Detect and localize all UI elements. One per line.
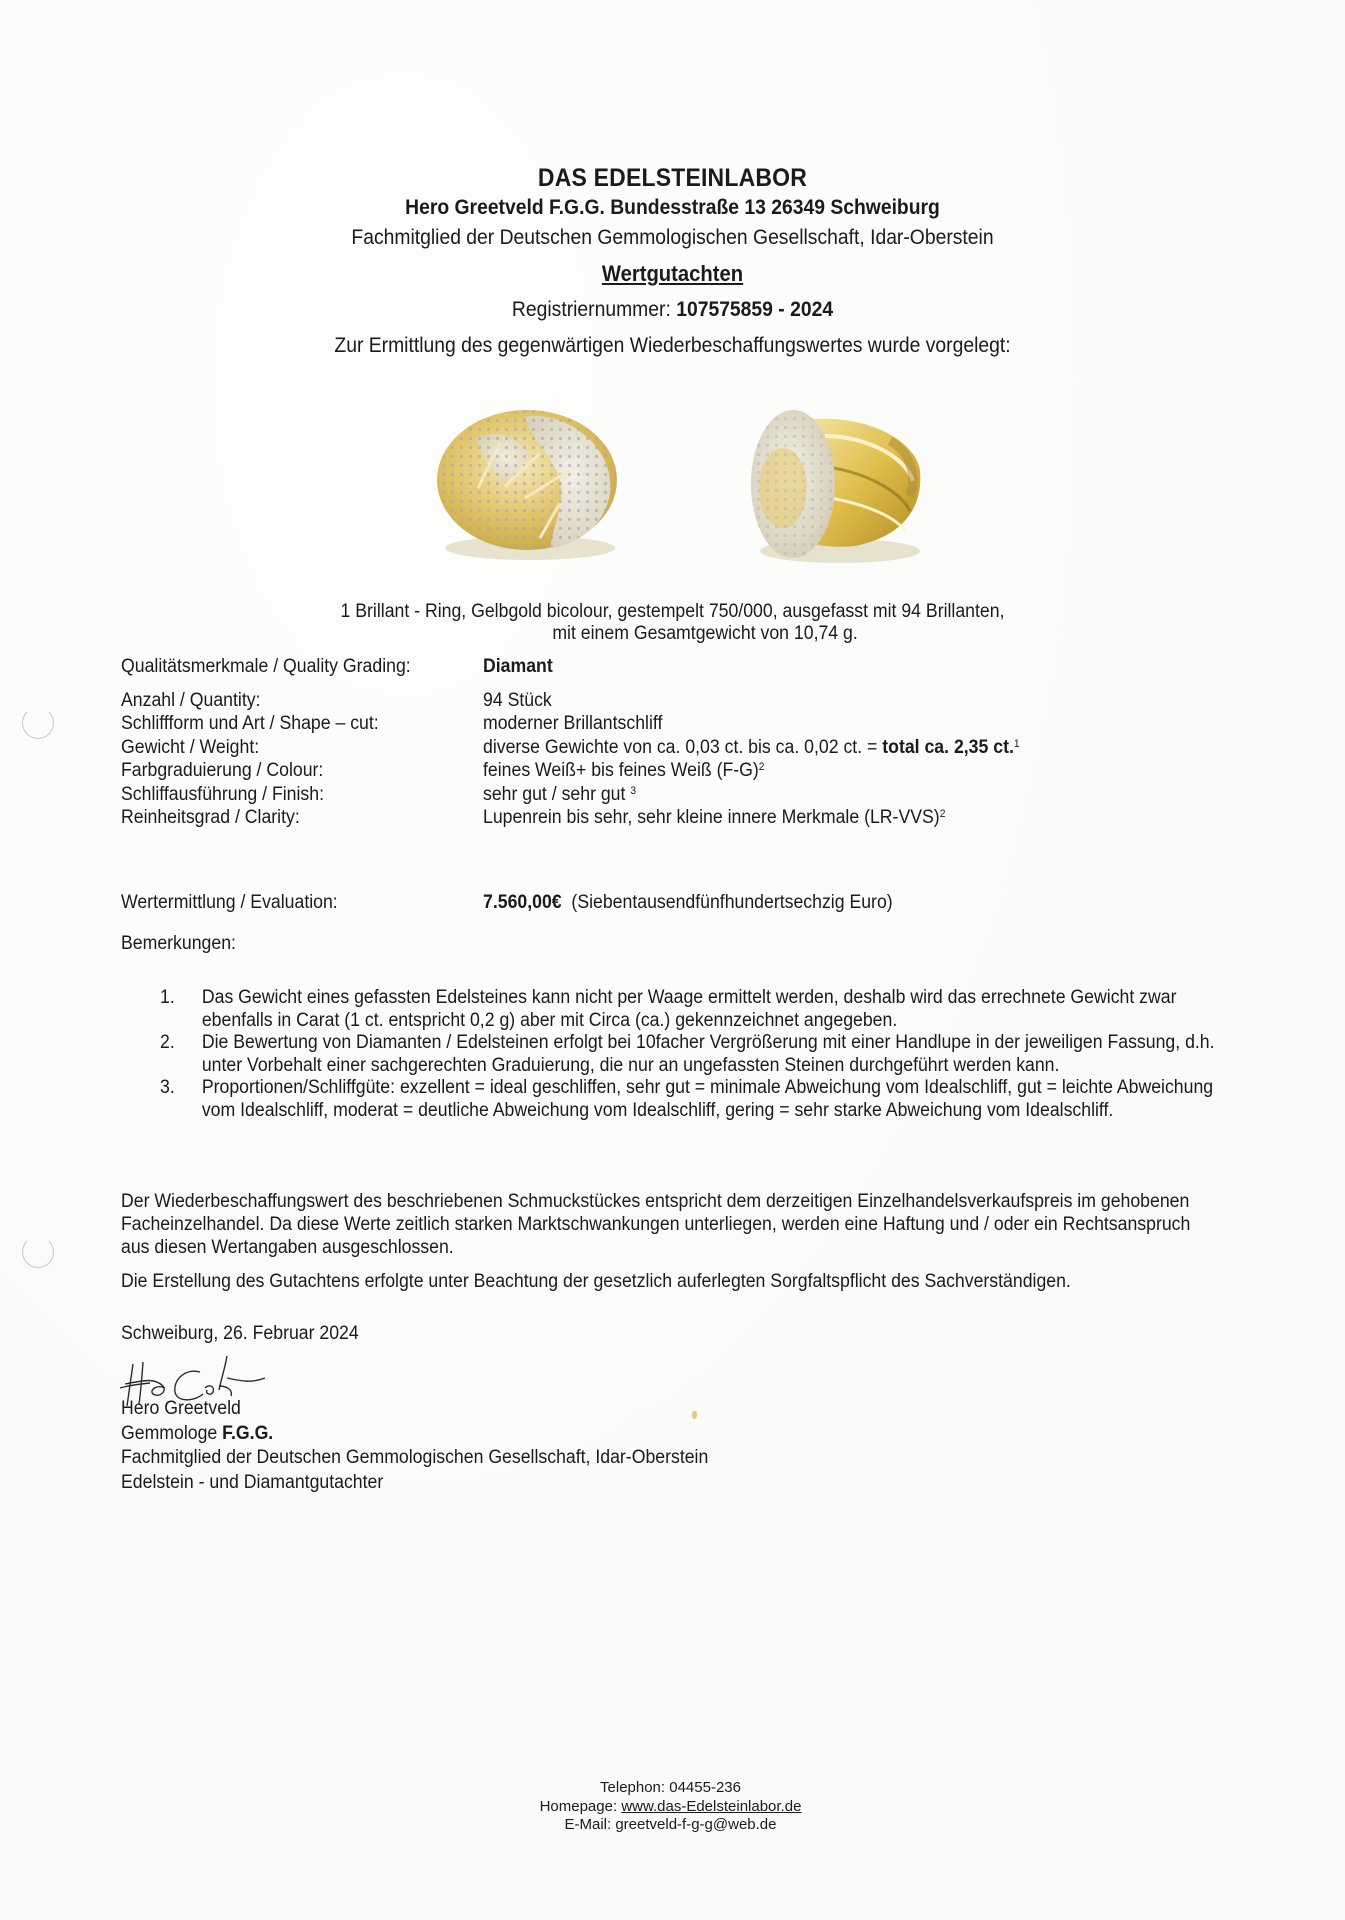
evaluation-value xyxy=(483,891,893,914)
evaluation-amount-words: (Siebentausendfünfhundertsechzig Euro) xyxy=(571,892,893,913)
ring-front-photo xyxy=(430,398,625,563)
contact-footer xyxy=(0,1779,1343,1835)
remark-number: 2. xyxy=(160,1032,175,1053)
grading-value-wrap xyxy=(483,736,1020,760)
grading-value-wrap xyxy=(483,783,636,807)
signer-title-prefix: Gemmologe xyxy=(121,1422,223,1444)
footer-phone xyxy=(0,1779,1343,1798)
lab-name: DAS EDELSTEINLABOR xyxy=(537,164,808,192)
grading-value: Lupenrein bis sehr, sehr kleine innere Merkmale (LR-VVS) xyxy=(483,807,940,828)
email-label: E-Mail: xyxy=(564,1816,612,1833)
grading-row-weight xyxy=(121,736,1060,760)
remark-item xyxy=(160,987,1239,1032)
grading-header-row xyxy=(121,655,1060,679)
remark-item xyxy=(160,1077,1239,1122)
grading-value-wrap xyxy=(483,806,945,830)
footnote-ref: 1 xyxy=(1013,737,1020,750)
grading-value: 94 Stück xyxy=(483,689,552,711)
ring-photos xyxy=(420,388,940,578)
remarks-list xyxy=(160,987,1250,1122)
remark-number: 3. xyxy=(160,1077,175,1098)
lab-address: Hero Greetveld F.G.G. Bundesstraße 13 26349 Schweiburg xyxy=(405,196,940,219)
grading-value: diverse Gewichte von ca. 0,03 ct. bis ca. 0,02 ct. = xyxy=(483,736,883,758)
registration-line xyxy=(54,295,1291,325)
footer-homepage xyxy=(0,1798,1343,1817)
signer-role: Edelstein - und Diamantgutachter xyxy=(121,1471,384,1493)
homepage-label: Homepage: xyxy=(539,1797,618,1815)
registration-label: Registriernummer: xyxy=(511,298,671,321)
grading-label: Schliffausführung / Finish: xyxy=(121,783,325,805)
punch-hole xyxy=(22,1236,54,1268)
signatory-block xyxy=(121,1397,708,1495)
signer-title-bold: F.G.G. xyxy=(222,1422,274,1444)
signer-name: Hero Greetveld xyxy=(121,1398,241,1419)
grading-row-shape xyxy=(121,712,1060,736)
lab-membership: Fachmitglied der Deutschen Gemmologischen Gesellschaft, Idar-Oberstein xyxy=(351,226,994,249)
evaluation-amount: 7.560,00€ xyxy=(483,892,562,913)
remark-number: 1. xyxy=(160,987,175,1008)
signer-title xyxy=(121,1422,708,1447)
grading-value: sehr gut / sehr gut xyxy=(483,783,631,805)
description-line-2: mit einem Gesamtgewicht von 10,74 g. xyxy=(552,623,858,644)
footnote-ref: 2 xyxy=(758,761,765,773)
grading-value-wrap xyxy=(483,759,764,783)
grading-label: Farbgraduierung / Colour: xyxy=(121,760,324,781)
place-date: Schweiburg, 26. Februar 2024 xyxy=(121,1323,359,1344)
evaluation-label: Wertermittlung / Evaluation: xyxy=(121,892,338,913)
grading-label: Gewicht / Weight: xyxy=(121,736,260,758)
remark-text: Proportionen/Schliffgüte: exzellent = ideal geschliffen, sehr gut = minimale Abweichung vom Idealschliff, gut = leichte Abweichung vom Idealschliff, moderat = deutliche Abweichung vom Idealschliff, gering = sehr starke Abweichung vom Idealschliff. xyxy=(201,1077,1214,1121)
remarks-title: Bemerkungen: xyxy=(121,933,236,954)
homepage-link[interactable]: www.das-Edelsteinlabor.de xyxy=(621,1797,802,1815)
total-weight: total ca. 2,35 ct. xyxy=(882,736,1014,758)
letterhead xyxy=(0,163,1345,361)
document-title: Wertgutachten xyxy=(601,261,744,286)
phone-number: 04455-236 xyxy=(669,1779,741,1796)
ring-side-photo xyxy=(745,396,925,568)
grading-value: moderner Brillantschliff xyxy=(483,713,663,734)
grading-header-label: Qualitätsmerkmale / Quality Grading: xyxy=(121,656,411,677)
email-address: greetveld-f-g-g@web.de xyxy=(615,1816,777,1833)
grading-header-value: Diamant xyxy=(483,656,553,677)
item-description xyxy=(47,601,1298,645)
intro-text: Zur Ermittlung des gegenwärtigen Wiederbeschaffungswertes wurde vorgelegt: xyxy=(334,334,1011,357)
grading-row-quantity xyxy=(121,689,1060,713)
grading-value: feines Weiß+ bis feines Weiß (F-G) xyxy=(483,760,759,781)
grading-label: Schliffform und Art / Shape – cut: xyxy=(121,713,379,734)
grading-row-finish xyxy=(121,783,1060,807)
punch-hole xyxy=(22,707,54,739)
quality-grading-table xyxy=(121,655,1060,830)
footnote-ref: 2 xyxy=(939,808,946,820)
description-line-1: 1 Brillant - Ring, Gelbgold bicolour, gestempelt 750/000, ausgefasst mit 94 Brillanten, xyxy=(340,601,1005,622)
registration-number: 107575859 - 2024 xyxy=(676,298,834,321)
footer-email xyxy=(0,1816,1343,1835)
footnote-ref: 3 xyxy=(630,784,637,797)
remark-item xyxy=(160,1032,1239,1077)
remark-text: Die Bewertung von Diamanten / Edelsteinen erfolgt bei 10facher Vergrößerung mit einer Handlupe in der jeweiligen Fassung, d.h. unter Vorbehalt einer sachgerechten Graduierung, die nur an ungefassten Steinen durchgeführt werden kann. xyxy=(201,1032,1215,1076)
paper-stain xyxy=(692,1411,697,1419)
grading-row-clarity xyxy=(121,806,1060,830)
phone-label: Telephon: xyxy=(600,1779,666,1796)
remark-text: Das Gewicht eines gefassten Edelsteines kann nicht per Waage ermittelt werden, deshalb wird das errechnete Gewicht zwar ebenfalls in Carat (1 ct. entspricht 0,2 g) aber mit Circa (ca.) gekennzeichnet angegeben. xyxy=(201,987,1177,1031)
disclaimer-paragraph: Der Wiederbeschaffungswert des beschriebenen Schmuckstückes entspricht dem derzeitigen Einzelhandelsverkaufspreis im gehobenen Facheinzelhandel. Da diese Werte zeitlich starken Marktschwankungen unterliegen, werden eine Haftung und / oder ein Rechtsanspruch aus diesen Wertangaben ausgeschlossen. xyxy=(121,1191,1191,1258)
diligence-paragraph: Die Erstellung des Gutachtens erfolgte unter Beachtung der gesetzlich auferlegten Sorgfaltspflicht des Sachverständigen. xyxy=(121,1271,1071,1292)
grading-row-colour xyxy=(121,759,1060,783)
signer-membership: Fachmitglied der Deutschen Gemmologischen Gesellschaft, Idar-Oberstein xyxy=(121,1447,709,1468)
evaluation-row xyxy=(121,891,924,914)
grading-label: Reinheitsgrad / Clarity: xyxy=(121,807,300,828)
grading-label: Anzahl / Quantity: xyxy=(121,689,261,711)
